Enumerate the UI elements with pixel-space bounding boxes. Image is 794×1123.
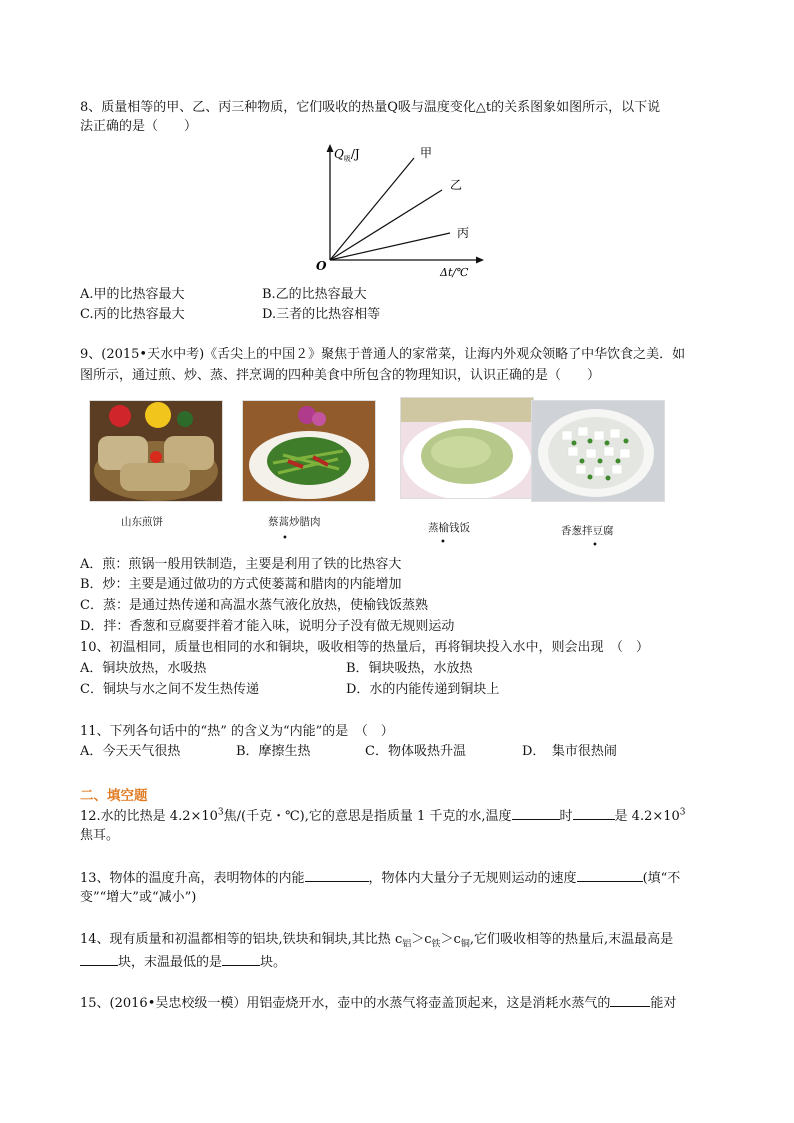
x-axis-arrow-icon [476,257,484,264]
q9-stem-line1: 9、(2015•天水中考)《舌尖上的中国２》聚焦于普通人的家常菜，让海内外观众领略了中华饮食之美．如 [80,347,686,362]
photo-jianbing [89,400,223,502]
photo-tofu [531,400,665,502]
q12-line2: 焦耳。 [80,828,120,843]
label-jia: 甲 [420,146,433,160]
q13-text: ，物体内大量分子无规则运动的速度 [368,871,577,886]
q14-blank-1[interactable] [80,952,118,966]
q14-text: ＞c [440,932,461,947]
q12-blank-2[interactable] [573,806,615,820]
q8-graph [310,140,490,280]
q15-text: 15、(2016•吴忠校级一模）用铝壶烧开水，壶中的水蒸气将壶盖顶起来，这是消耗水蒸气的 [80,996,611,1011]
caption-tofu: 香葱拌豆腐 [561,525,614,537]
caption-dot: • [592,540,598,551]
y-axis-arrow-icon [327,144,334,152]
q14-line2 [80,952,286,972]
caption-jianbing: 山东煎饼 [121,516,163,528]
q12-blank-1[interactable] [512,806,560,820]
q14-sub-fe: 铁 [431,939,441,950]
q14-sub-al: 铝 [402,939,412,950]
x-axis-label: Δt/℃ [440,266,469,279]
q10-option-b: B．铜块吸热，水放热 [346,661,473,676]
q13-line1 [80,868,680,888]
q14-sub-cu: 铜 [460,939,470,950]
q8-stem-line1: 8、质量相等的甲、乙、丙三种物质，它们吸收的热量Q吸与温度变化△t的关系图象如图所示，以下说 [80,100,661,115]
q8-option-a: A.甲的比热容最大 [80,287,185,302]
q9-option-a: A．煎：煎锅一般用铁制造，主要是利用了铁的比热容大 [80,557,402,572]
q8-option-c: C.丙的比热容最大 [80,307,185,322]
q9-stem-line2: 图所示，通过煎、炒、蒸、拌烹调的四种美食中所包含的物理知识，认识正确的是（ ） [80,368,601,383]
q10-option-c: C．铜块与水之间不发生热传递 [80,682,259,697]
q14-text: ,它们吸收相等的热量后,末温最高是 [469,932,674,947]
q15-text: 能对 [650,996,677,1011]
q13-blank-2[interactable] [577,868,643,882]
q12-exponent: 3 [679,807,686,818]
q13-text: 13、物体的温度升高，表明物体的内能 [80,871,305,886]
q15-line1 [80,993,676,1013]
caption-stirfry: 蔡蒿炒腊肉 [268,516,321,528]
q15-blank-1[interactable] [610,993,650,1007]
q12-text: 是 4.2×10 [614,809,680,824]
q12-line1 [80,806,686,826]
q12-exponent: 3 [217,807,224,818]
q11-option-b: B．摩擦生热 [236,744,311,759]
line-bing [330,233,450,260]
q11-option-c: C．物体吸热升温 [365,744,466,759]
y-axis-label: $Q_吸/J$ [334,147,360,163]
q12-text: 时 [559,809,573,824]
photo-stirfry [242,400,376,502]
q14-text: 块，末温最低的是 [118,955,223,970]
q8-stem-line2: 法正确的是（ ） [80,119,198,134]
q13-line2: 变”“增大”或“减小”) [80,890,197,905]
q14-line1 [80,931,673,949]
q14-text: ＞c [411,932,432,947]
q11-stem: 11、下列各句话中的“热” 的含义为“内能”的是 （ ） [80,724,394,739]
caption-dot: • [282,533,288,544]
q8-option-d: D.三者的比热容相等 [262,307,381,322]
q9-option-b: B．炒：主要是通过做功的方式使蒌蒿和腊肉的内能增加 [80,577,402,592]
photo-steamed-rice [400,397,534,499]
q10-stem: 10、初温相同，质量也相同的水和铜块，吸收相等的热量后，再将铜块投入水中，则会出现 （ ） [80,640,650,655]
q10-option-a: A．铜块放热，水吸热 [80,661,207,676]
q13-text: (填“不 [642,871,681,886]
q11-option-a: A．今天天气很热 [80,744,181,759]
q13-blank-1[interactable] [305,868,369,882]
section-title-fill-in: 二、填空题 [80,788,148,804]
label-yi: 乙 [450,178,463,192]
q14-text: 块。 [260,955,287,970]
line-jia [330,158,414,260]
q12-text: 12.水的比热是 4.2×10 [80,809,218,824]
q9-option-d: D．拌：香葱和豆腐要拌着才能入味，说明分子没有做无规则运动 [80,619,455,634]
origin-label: O [316,259,327,273]
q12-text: 焦/(千克・℃),它的意思是指质量 1 千克的水,温度 [223,809,512,824]
line-yi [330,190,442,260]
label-bing: 丙 [457,226,470,240]
q14-blank-2[interactable] [222,952,260,966]
q11-option-d: D． 集市很热闹 [522,744,617,759]
q9-option-c: C．蒸：是通过热传递和高温水蒸气液化放热，使榆钱饭蒸熟 [80,598,428,613]
q10-option-d: D．水的内能传递到铜块上 [346,682,500,697]
caption-dot: • [440,537,446,548]
q8-option-b: B.乙的比热容最大 [262,287,367,302]
caption-steamed-rice: 蒸榆钱饭 [428,522,470,534]
q14-text: 14、现有质量和初温都相等的铝块,铁块和铜块,其比热 c [80,932,403,947]
